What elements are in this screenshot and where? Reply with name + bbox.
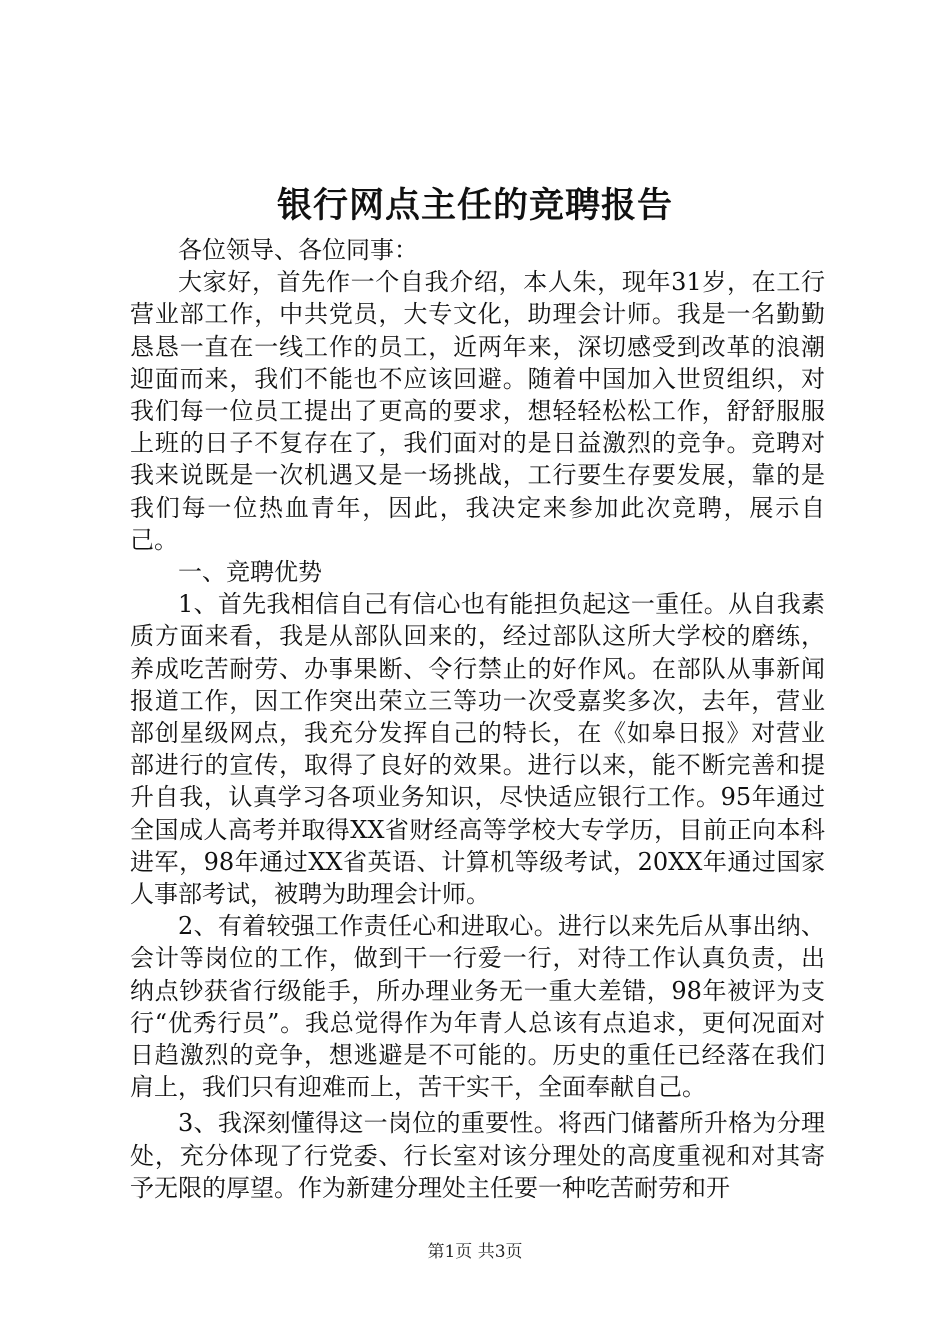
paragraph-introduction: 大家好，首先作一个自我介绍，本人朱，现年31岁，在工行营业部工作，中共党员，大专文化，助理会计师。我是一名勤勤恳恳一直在一线工作的员工，近两年来，深切感受到改革的浪潮迎面而来，我们不能也不应该回避。随着中国加入世贸组织，对我们每一位员工提出了更高的要求，想轻轻松松工作，舒舒服服上班的日子不复存在了，我们面对的是日益激烈的竞争。竞聘对我来说既是一次机遇又是一场挑战，工行要生存要发展，靠的是我们每一位热血青年，因此，我决定来参加此次竞聘，展示自己。 [130, 268, 825, 554]
paragraph-point-2: 2、有着较强工作责任心和进取心。进行以来先后从事出纳、会计等岗位的工作，做到干一行爱一行，对待工作认真负责，出纳点钞获省行级能手，所办理业务无一重大差错，98年被评为支行“优秀行员”。我总觉得作为年青人总该有点追求，更何况面对日趋激烈的竞争，想逃避是不可能的。历史的重任已经落在我们肩上，我们只有迎难而上，苦干实干，全面奉献自己。 [130, 912, 825, 1102]
section-heading-advantages: 一、竞聘优势 [178, 558, 322, 587]
page-footer: 第1页 共3页 [427, 1242, 523, 1262]
document-body [130, 234, 825, 1204]
paragraph-point-3: 3、我深刻懂得这一岗位的重要性。将西门储蓄所升格为分理处，充分体现了行党委、行长室对该分理处的高度重视和对其寄予无限的厚望。作为新建分理处主任要一种吃苦耐劳和开 [130, 1109, 825, 1202]
paragraph-point-1: 1、首先我相信自己有信心也有能担负起这一重任。从自我素质方面来看，我是从部队回来的，经过部队这所大学校的磨练，养成吃苦耐劳、办事果断、令行禁止的好作风。在部队从事新闻报道工作，因工作突出荣立三等功一次受嘉奖多次，去年，营业部创星级网点，我充分发挥自己的特长，在《如皋日报》对营业部进行的宣传，取得了良好的效果。进行以来，能不断完善和提升自我，认真学习各项业务知识，尽快适应银行工作。95年通过全国成人高考并取得XX省财经高等学校大专学历，目前正向本科进军，98年通过XX省英语、计算机等级考试，20XX年通过国家人事部考试，被聘为助理会计师。 [130, 590, 825, 909]
salutation: 各位领导、各位同事： [178, 236, 418, 264]
document-title: 银行网点主任的竞聘报告 [276, 185, 673, 226]
